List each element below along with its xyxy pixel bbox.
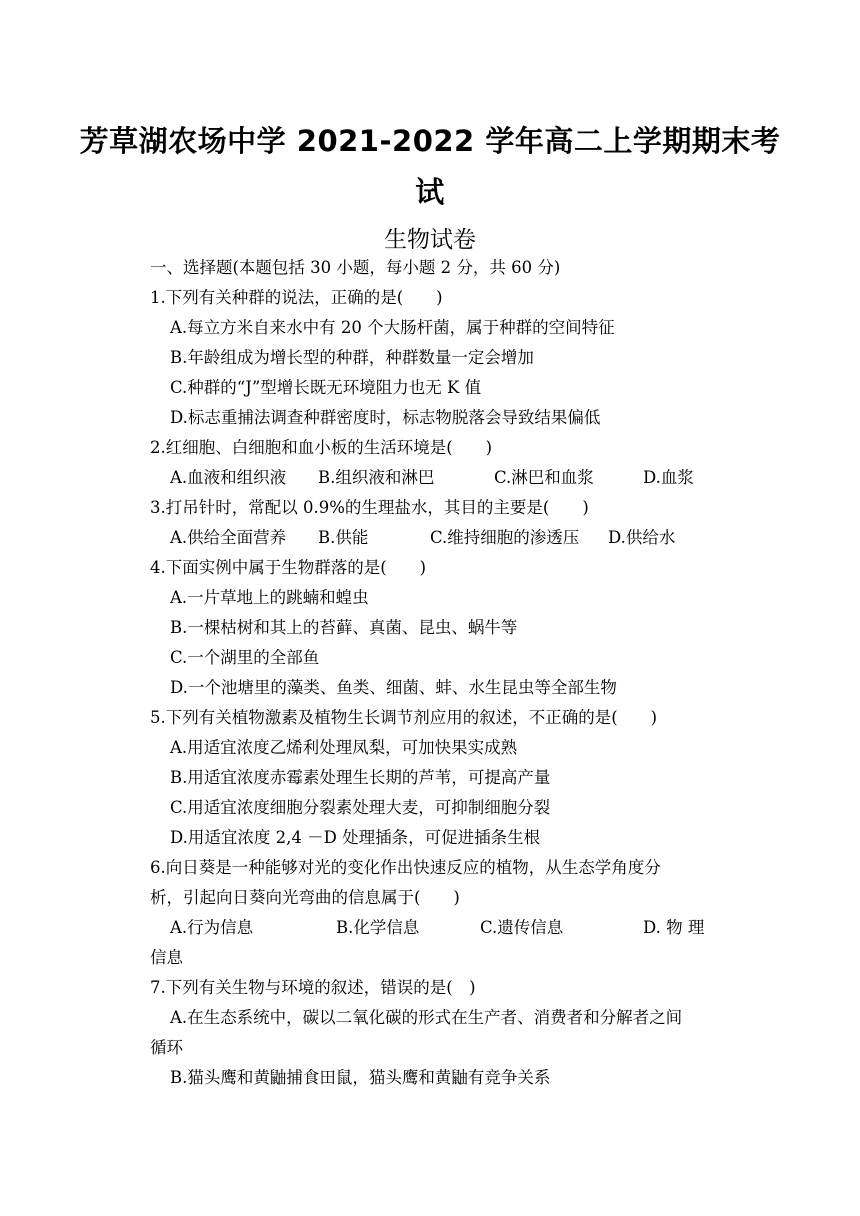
question-3-stem: 3.打吊针时，常配以 0.9%的生理盐水，其目的主要是( ): [150, 498, 589, 517]
question-1-option-c: C.种群的“J”型增长既无环境阻力也无 K 值: [170, 378, 482, 397]
question-6-option-b: B.化学信息: [336, 918, 420, 937]
question-7-option-a-line1: A.在生态系统中，碳以二氧化碳的形式在生产者、消费者和分解者之间: [170, 1008, 683, 1027]
question-5-stem: 5.下列有关植物激素及植物生长调节剂应用的叙述，不正确的是( ): [150, 708, 658, 727]
question-6-stem-line1: 6.向日葵是一种能够对光的变化作出快速反应的植物，从生态学角度分: [150, 858, 661, 877]
question-6-option-c: C.遗传信息: [480, 918, 564, 937]
question-2-option-d: D.血浆: [643, 468, 694, 487]
question-5-option-b: B.用适宜浓度赤霉素处理生长期的芦苇，可提高产量: [170, 768, 551, 787]
section-heading: 一、选择题(本题包括 30 小题，每小题 2 分，共 60 分): [150, 258, 561, 277]
question-1-option-a: A.每立方米自来水中有 20 个大肠杆菌，属于种群的空间特征: [170, 318, 615, 337]
question-4-option-d: D.一个池塘里的藻类、鱼类、细菌、蚌、水生昆虫等全部生物: [170, 678, 617, 697]
question-6-option-a: A.行为信息: [170, 918, 254, 937]
question-2-option-a: A.血液和组织液: [170, 468, 287, 487]
exam-subtitle: 生物试卷: [384, 227, 476, 253]
exam-title-line2: 试: [415, 175, 445, 209]
question-7-stem: 7.下列有关生物与环境的叙述，错误的是( ): [150, 978, 476, 997]
question-2-option-c: C.淋巴和血浆: [494, 468, 594, 487]
question-4-stem: 4.下面实例中属于生物群落的是( ): [150, 558, 427, 577]
question-4-option-a: A.一片草地上的跳蝻和蝗虫: [170, 588, 369, 607]
question-6-option-d-wrap: 信息: [150, 948, 183, 967]
question-1-option-d: D.标志重捕法调查种群密度时，标志物脱落会导致结果偏低: [170, 408, 601, 427]
question-3-option-d: D.供给水: [608, 528, 676, 547]
question-7-option-b: B.猫头鹰和黄鼬捕食田鼠，猫头鹰和黄鼬有竞争关系: [170, 1068, 551, 1087]
question-5-option-a: A.用适宜浓度乙烯利处理凤梨，可加快果实成熟: [170, 738, 518, 757]
question-3-option-a: A.供给全面营养: [170, 528, 287, 547]
question-2-option-b: B.组织液和淋巴: [318, 468, 435, 487]
question-4-option-b: B.一棵枯树和其上的苔藓、真菌、昆虫、蜗牛等: [170, 618, 518, 637]
question-5-option-c: C.用适宜浓度细胞分裂素处理大麦，可抑制细胞分裂: [170, 798, 551, 817]
question-6-option-d: D. 物 理: [643, 918, 705, 937]
question-2-stem: 2.红细胞、白细胞和血小板的生活环境是( ): [150, 438, 493, 457]
question-5-option-d: D.用适宜浓度 2,4 －D 处理插条，可促进插条生根: [170, 828, 541, 847]
question-3-option-c: C.维持细胞的渗透压: [430, 528, 580, 547]
question-3-option-b: B.供能: [318, 528, 369, 547]
question-4-option-c: C.一个湖里的全部鱼: [170, 648, 320, 667]
question-6-stem-line2: 析，引起向日葵向光弯曲的信息属于( ): [150, 888, 460, 907]
question-1-stem: 1.下列有关种群的说法，正确的是( ): [150, 288, 443, 307]
question-7-option-a-line2: 循环: [150, 1038, 183, 1057]
question-1-option-b: B.年龄组成为增长型的种群，种群数量一定会增加: [170, 348, 534, 367]
exam-title-line1: 芳草湖农场中学 2021-2022 学年高二上学期期末考: [79, 124, 781, 158]
